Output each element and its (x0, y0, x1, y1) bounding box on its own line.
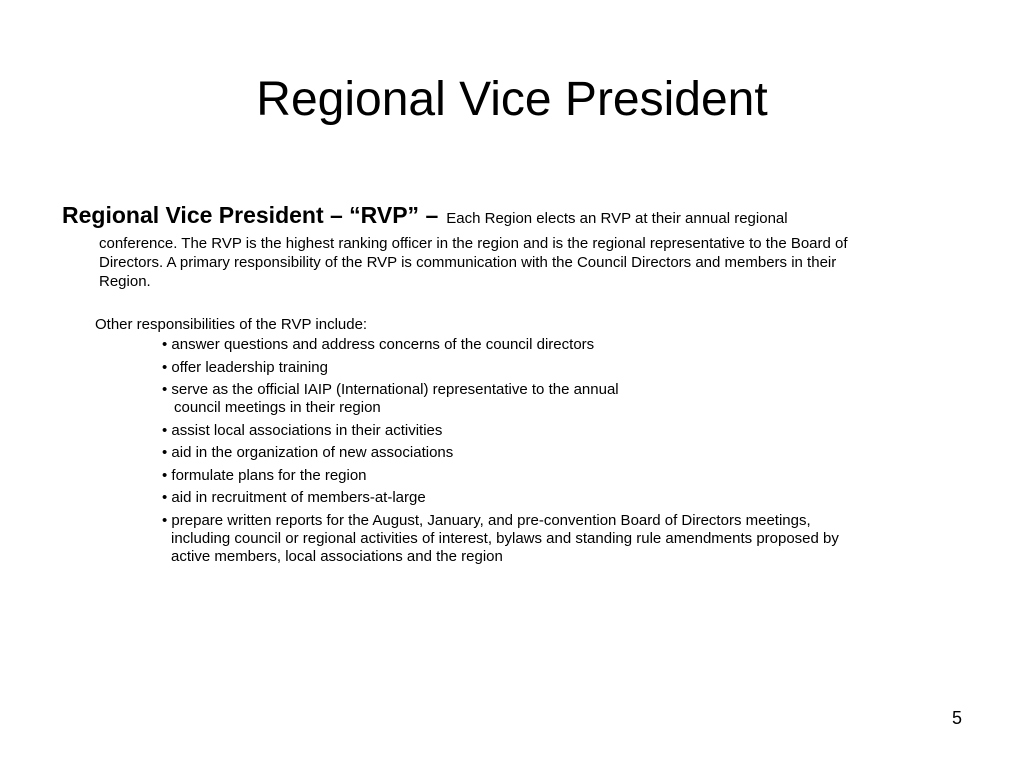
responsibility-line: including council or regional activities of interest, bylaws and standing rule amendments proposed by (171, 529, 839, 547)
intro-body (99, 234, 962, 291)
responsibility-item (162, 489, 839, 507)
responsibility-line: • answer questions and address concerns of the council directors (162, 336, 595, 353)
intro-lead-text: Each Region elects an RVP at their annual regional (446, 210, 788, 227)
responsibility-item (162, 422, 839, 440)
intro-heading: Regional Vice President – “RVP” – (62, 202, 439, 228)
responsibility-line: • formulate plans for the region (162, 466, 367, 484)
slide-title: Regional Vice President (256, 73, 768, 126)
responsibility-item (162, 381, 839, 417)
responsibility-line: • serve as the official IAIP (International) representative to the annual (162, 381, 619, 398)
responsibilities-label: Other responsibilities of the RVP include: (95, 316, 368, 333)
responsibility-line: active members, local associations and the region (171, 547, 503, 565)
responsibility-item (162, 336, 839, 354)
responsibility-line: • prepare written reports for the August, January, and pre-convention Board of Directors meetings, (162, 511, 811, 529)
responsibility-item (162, 467, 839, 485)
responsibility-line: • aid in the organization of new associations (162, 444, 454, 461)
responsibility-item (162, 512, 839, 566)
responsibility-item (162, 359, 839, 377)
responsibility-item (162, 444, 839, 462)
intro-body-line: Directors. A primary responsibility of the RVP is communication with the Council Directors and members in their (99, 254, 837, 271)
responsibilities-list (162, 336, 839, 570)
intro-body-line: conference. The RVP is the highest ranking officer in the region and is the regional representative to the Board of (99, 235, 848, 252)
responsibility-line: • aid in recruitment of members-at-large (162, 489, 426, 506)
rvp-intro (62, 200, 962, 291)
responsibility-line: • offer leadership training (162, 358, 328, 376)
intro-body-line: Region. (99, 273, 151, 290)
responsibility-line: council meetings in their region (174, 399, 381, 416)
intro-lead-line (62, 200, 962, 234)
page-number: 5 (951, 708, 962, 728)
responsibility-line: • assist local associations in their activities (162, 421, 443, 439)
